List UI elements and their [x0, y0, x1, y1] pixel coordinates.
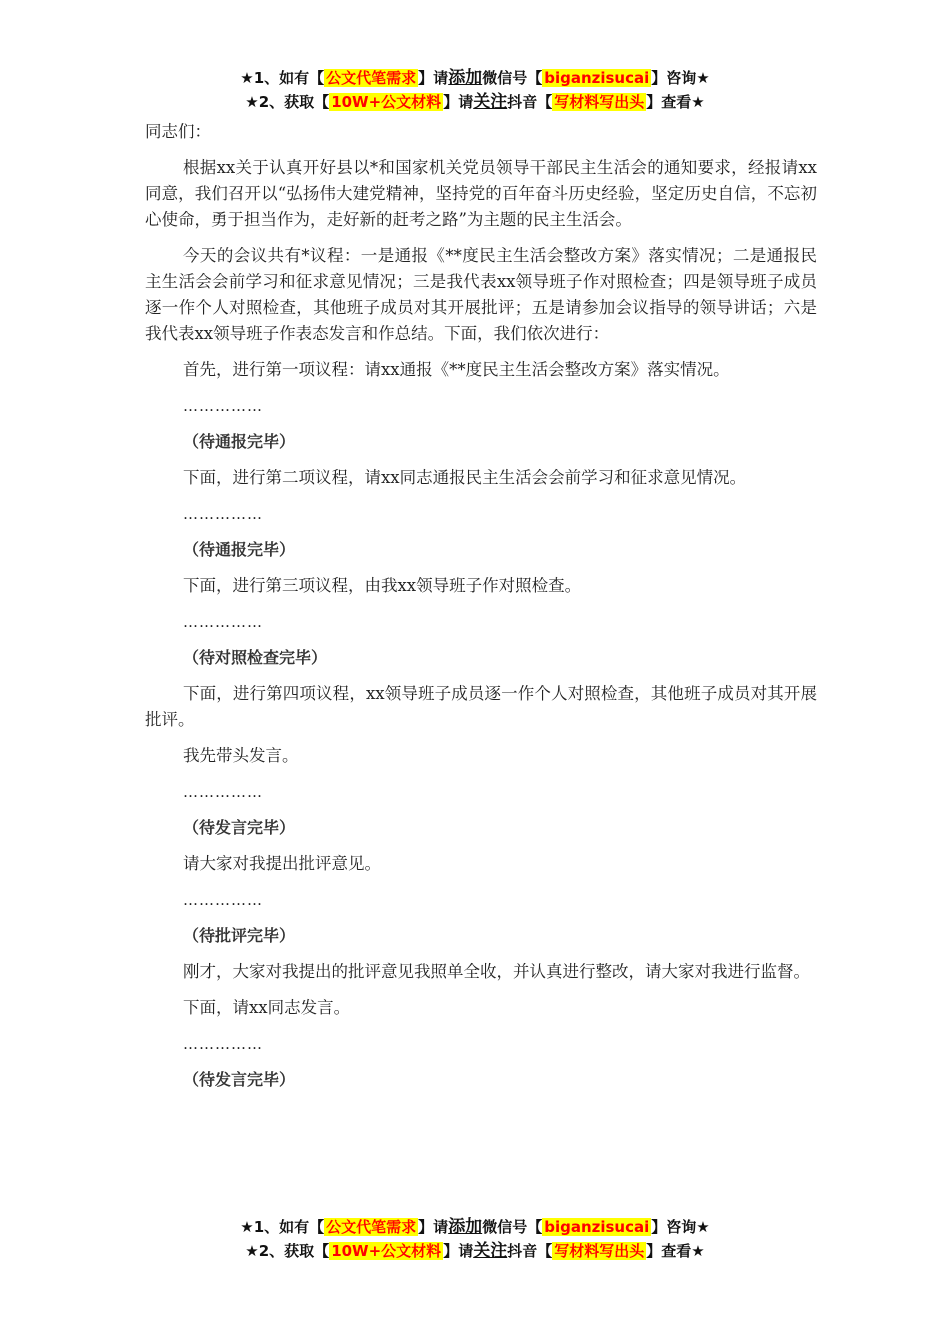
wait-note: （待批评完毕）: [183, 926, 296, 945]
paragraph: 下面，请xx同志发言。: [183, 998, 351, 1017]
ellipsis-line: ……………: [183, 397, 263, 415]
promo-text: 抖音【: [507, 1242, 553, 1260]
promo-line-1: [0, 1215, 950, 1239]
salutation: 同志们：: [145, 122, 211, 141]
promo-text: ★1、如有【: [240, 1218, 325, 1236]
promo-text: 】请: [443, 1242, 474, 1260]
promo-highlight: biganzisucai: [544, 69, 650, 87]
ellipsis-line: ……………: [183, 783, 263, 801]
wait-note: （待通报完毕）: [183, 432, 296, 451]
promo-line-2: [0, 90, 950, 114]
promo-highlight: 10W+公文材料: [331, 93, 442, 111]
promo-text: 】请: [418, 69, 449, 87]
promo-underline: 关注: [473, 92, 508, 112]
promo-text: ★2、获取【: [245, 1242, 330, 1260]
promo-highlight: 公文代笔需求: [326, 69, 417, 87]
promo-text: 抖音【: [507, 93, 553, 111]
paragraph: 下面，进行第二项议程，请xx同志通报民主生活会会前学习和征求意见情况。: [183, 468, 747, 487]
ellipsis-line: ……………: [183, 1035, 263, 1053]
promo-line-1: [0, 66, 950, 90]
promo-underline: 添加: [448, 1217, 483, 1237]
wait-note: （待发言完毕）: [183, 1070, 296, 1089]
paragraph: 请大家对我提出批评意见。: [183, 854, 381, 873]
promo-highlight: 公文代笔需求: [326, 1218, 417, 1236]
promo-highlight: 写材料写出头: [554, 93, 645, 111]
wait-note: （待对照检查完毕）: [183, 648, 328, 667]
paragraph: 下面，进行第四项议程，xx领导班子成员逐一作个人对照检查，其他班子成员对其开展批评。: [145, 684, 817, 729]
paragraph: 下面，进行第三项议程，由我xx领导班子作对照检查。: [183, 576, 582, 595]
promo-line-2: [0, 1239, 950, 1263]
promo-text: ★2、获取【: [245, 93, 330, 111]
promo-text: 微信号【: [482, 69, 543, 87]
ellipsis-line: ……………: [183, 613, 263, 631]
promo-banner-bottom: [0, 1215, 950, 1263]
paragraph: 我先带头发言。: [183, 746, 299, 765]
paragraph: 首先，进行第一项议程：请xx通报《**度民主生活会整改方案》落实情况。: [183, 360, 730, 379]
promo-text: 】咨询★: [651, 69, 710, 87]
paragraph: 刚才，大家对我提出的批评意见我照单全收，并认真进行整改，请大家对我进行监督。: [183, 962, 810, 981]
document-body: [145, 119, 817, 1103]
promo-text: 】咨询★: [651, 1218, 710, 1236]
wait-note: （待发言完毕）: [183, 818, 296, 837]
promo-banner-top: [0, 66, 950, 114]
paragraph: 今天的会议共有*议程：一是通报《**度民主生活会整改方案》落实情况；二是通报民主生活会会前学习和征求意见情况；三是我代表xx领导班子作对照检查；四是领导班子成员逐一作个人对照检查，其他班子成员对其开展批评；五是请参加会议指导的领导讲话；六是我代表xx领导班子作表态发言和作总结。下面，我们依次进行：: [145, 246, 817, 343]
promo-highlight: biganzisucai: [544, 1218, 650, 1236]
promo-underline: 添加: [448, 68, 483, 88]
promo-highlight: 10W+公文材料: [331, 1242, 442, 1260]
promo-text: 】请: [418, 1218, 449, 1236]
promo-text: 】请: [443, 93, 474, 111]
wait-note: （待通报完毕）: [183, 540, 296, 559]
promo-text: 】查看★: [646, 1242, 705, 1260]
ellipsis-line: ……………: [183, 505, 263, 523]
promo-underline: 关注: [473, 1241, 508, 1261]
promo-text: 微信号【: [482, 1218, 543, 1236]
promo-text: 】查看★: [646, 93, 705, 111]
promo-highlight: 写材料写出头: [554, 1242, 645, 1260]
promo-text: ★1、如有【: [240, 69, 325, 87]
ellipsis-line: ……………: [183, 891, 263, 909]
paragraph: 根据xx关于认真开好县以*和国家机关党员领导干部民主生活会的通知要求，经报请xx同意，我们召开以“弘扬伟大建党精神，坚持党的百年奋斗历史经验，坚定历史自信，不忘初心使命，勇于担当作为，走好新的赶考之路”为主题的民主生活会。: [145, 158, 817, 229]
